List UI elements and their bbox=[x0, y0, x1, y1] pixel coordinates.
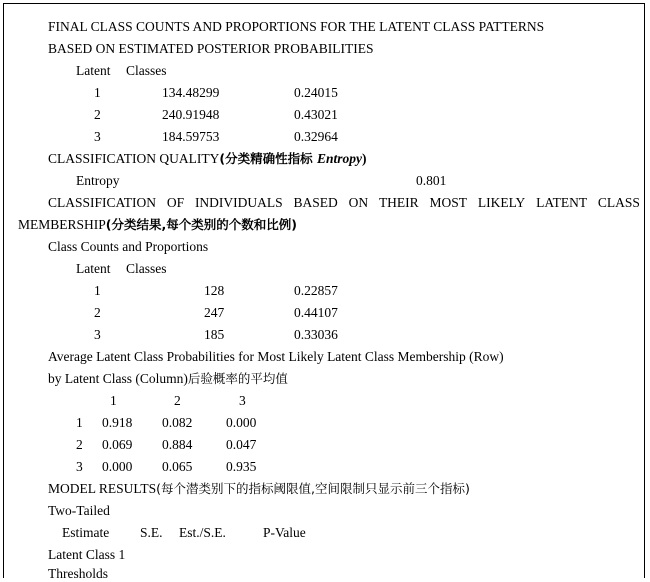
most-likely-row-count: 128 bbox=[204, 283, 225, 298]
heading-word: THEIR bbox=[378, 195, 419, 210]
posterior-row-proportion: 0.32964 bbox=[294, 129, 338, 144]
avg-prob-row-class: 2 bbox=[76, 437, 83, 452]
heading-word: LATENT bbox=[536, 195, 588, 210]
entropy-value: 0.801 bbox=[416, 173, 447, 188]
most-likely-header-classes: Classes bbox=[126, 261, 167, 276]
posterior-row-class: 1 bbox=[94, 85, 101, 100]
avg-prob-annotation: 后验概率的平均值 bbox=[187, 371, 288, 386]
model-results-heading: MODEL RESULTS bbox=[48, 481, 157, 496]
thresholds-label: Thresholds bbox=[48, 566, 108, 581]
posterior-header-classes: Classes bbox=[126, 63, 167, 78]
most-likely-row-class: 1 bbox=[94, 283, 101, 298]
most-likely-heading-line2 bbox=[18, 217, 297, 233]
most-likely-row-count: 185 bbox=[204, 327, 225, 342]
class-counts-subheading: Class Counts and Proportions bbox=[48, 239, 209, 254]
most-likely-heading-line1 bbox=[48, 195, 640, 211]
col-p-value: P-Value bbox=[263, 525, 306, 540]
avg-prob-col-header: 2 bbox=[174, 393, 181, 408]
two-tailed-label: Two-Tailed bbox=[48, 503, 110, 518]
avg-prob-by-column: by Latent Class (Column) bbox=[48, 371, 188, 386]
heading-word: MOST bbox=[429, 195, 468, 210]
avg-prob-cell: 0.065 bbox=[162, 459, 193, 474]
avg-prob-heading-line2 bbox=[48, 371, 288, 387]
model-results-heading-line bbox=[48, 481, 470, 497]
posterior-row-class: 2 bbox=[94, 107, 101, 122]
col-se: S.E. bbox=[140, 525, 163, 540]
avg-prob-cell: 0.884 bbox=[162, 437, 193, 452]
avg-prob-cell: 0.000 bbox=[226, 415, 257, 430]
avg-prob-cell: 0.918 bbox=[102, 415, 133, 430]
quality-heading-line bbox=[48, 151, 366, 167]
quality-heading: CLASSIFICATION QUALITY bbox=[48, 151, 220, 166]
most-likely-row-count: 247 bbox=[204, 305, 225, 320]
entropy-label: Entropy bbox=[76, 173, 120, 188]
heading-word: BASED bbox=[293, 195, 338, 210]
heading-word: CLASS bbox=[597, 195, 640, 210]
posterior-row-class: 3 bbox=[94, 129, 101, 144]
col-est-se: Est./S.E. bbox=[179, 525, 226, 540]
quality-annotation-entropy: Entropy bbox=[316, 151, 362, 166]
latent-class-label: Latent Class 1 bbox=[48, 547, 126, 562]
most-likely-row-class: 2 bbox=[94, 305, 101, 320]
avg-prob-heading-line1: Average Latent Class Probabilities for Most Likely Latent Class Membership (Row) bbox=[48, 349, 504, 364]
posterior-title-line1: FINAL CLASS COUNTS AND PROPORTIONS FOR THE LATENT CLASS PATTERNS bbox=[48, 19, 545, 34]
heading-word: OF bbox=[166, 195, 185, 210]
avg-prob-row-class: 1 bbox=[76, 415, 83, 430]
avg-prob-cell: 0.000 bbox=[102, 459, 133, 474]
heading-word: LIKELY bbox=[477, 195, 526, 210]
avg-prob-col-header: 1 bbox=[110, 393, 117, 408]
avg-prob-cell: 0.082 bbox=[162, 415, 193, 430]
posterior-row-count: 184.59753 bbox=[162, 129, 220, 144]
most-likely-membership: MEMBERSHIP bbox=[18, 217, 106, 232]
most-likely-row-proportion: 0.33036 bbox=[294, 327, 338, 342]
heading-word: CLASSIFICATION bbox=[48, 195, 157, 210]
most-likely-header-latent: Latent bbox=[76, 261, 111, 276]
avg-prob-cell: 0.047 bbox=[226, 437, 257, 452]
avg-prob-cell: 0.069 bbox=[102, 437, 133, 452]
posterior-header-latent: Latent bbox=[76, 63, 111, 78]
most-likely-annotation: (分类结果,每个类别的个数和比例) bbox=[105, 217, 297, 232]
avg-prob-cell: 0.935 bbox=[226, 459, 257, 474]
col-estimate: Estimate bbox=[62, 525, 110, 540]
most-likely-row-proportion: 0.22857 bbox=[294, 283, 338, 298]
document-frame bbox=[3, 3, 645, 581]
model-results-annotation: (每个潜类别下的指标阈限值,空间限制只显示前三个指标) bbox=[156, 481, 470, 496]
avg-prob-col-header: 3 bbox=[239, 393, 246, 408]
quality-annotation-open: (分类精确性指标 bbox=[219, 151, 317, 166]
heading-word: INDIVIDUALS bbox=[194, 195, 283, 210]
heading-word: ON bbox=[348, 195, 369, 210]
avg-prob-row-class: 3 bbox=[76, 459, 83, 474]
posterior-row-proportion: 0.24015 bbox=[294, 85, 338, 100]
posterior-row-count: 240.91948 bbox=[162, 107, 220, 122]
most-likely-row-proportion: 0.44107 bbox=[294, 305, 338, 320]
posterior-title-line2: BASED ON ESTIMATED POSTERIOR PROBABILITIES bbox=[48, 41, 374, 56]
most-likely-row-class: 3 bbox=[94, 327, 101, 342]
posterior-row-count: 134.48299 bbox=[162, 85, 220, 100]
quality-annotation-close: ) bbox=[361, 151, 367, 166]
posterior-row-proportion: 0.43021 bbox=[294, 107, 338, 122]
